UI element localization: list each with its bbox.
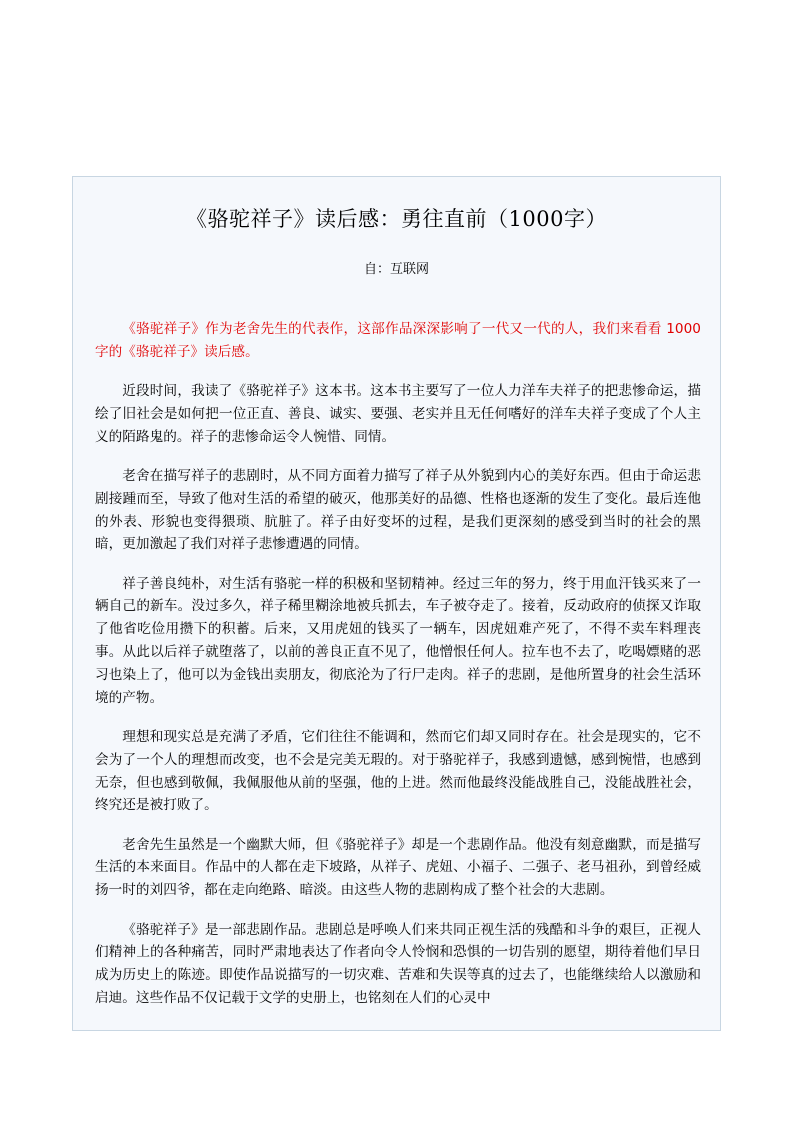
body-paragraph-4: 理想和现实总是充满了矛盾，它们往往不能调和，然而它们却又同时存在。社会是现实的，它不会为了一个人的理想而改变，也不会是完美无瑕的。对于骆驼祥子，我感到遗憾，感到惋惜，也感到无奈，但也感到敬佩，我佩服他从前的坚强，他的上进。然而他最终没能战胜自己，没能战胜社会，终究还是被打败了。 (95, 728, 701, 814)
body-paragraph-2: 老舍在描写祥子的悲剧时，从不同方面着力描写了祥子从外貌到内心的美好东西。但由于命运悲剧接踵而至，导致了他对生活的希望的破灭，他那美好的品德、性格也逐渐的发生了变化。最后连他的外表、形貌也变得猥琐、肮脏了。祥子由好变坏的过程，是我们更深刻的感受到当时的社会的黑暗，更加激起了我们对祥子悲惨遭遇的同情。 (95, 467, 701, 553)
body-paragraph-5: 老舍先生虽然是一个幽默大师，但《骆驼祥子》却是一个悲剧作品。他没有刻意幽默，而是描写生活的本来面目。作品中的人都在走下坡路，从祥子、虎妞、小福子、二强子、老马祖孙，到曾经威扬一时的刘四爷，都在走向绝路、暗淡。由这些人物的悲剧构成了整个社会的大悲剧。 (95, 836, 701, 899)
article-body (95, 318, 701, 1026)
intro-paragraph: 《骆驼祥子》作为老舍先生的代表作，这部作品深深影响了一代又一代的人，我们来看看 1000 字的《骆驼祥子》读后感。 (95, 321, 701, 360)
article-source: 自：互联网 (363, 262, 429, 277)
body-paragraph-3: 祥子善良纯朴，对生活有骆驼一样的积极和坚韧精神。经过三年的努力，终于用血汗钱买来了一辆自己的新车。没过多久，祥子稀里糊涂地被兵抓去，车子被夺走了。接着，反动政府的侦探又诈取了他省吃俭用攒下的积蓄。后来，又用虎妞的钱买了一辆车，因虎妞难产死了，不得不卖车料理丧事。从此以后祥子就堕落了，以前的善良正直不见了，他憎恨任何人。拉车也不去了，吃喝嫖赌的恶习也染上了，他可以为金钱出卖朋友，彻底沦为了行尸走肉。祥子的悲剧，是他所置身的社会生活环境的产物。 (95, 575, 701, 706)
body-paragraph-6: 《骆驼祥子》是一部悲剧作品。悲剧总是呼唤人们来共同正视生活的残酷和斗争的艰巨，正视人们精神上的各种痛苦，同时严肃地表达了作者向令人怜悯和恐惧的一切告别的愿望，期待着他们早日成为历史上的陈迹。即使作品说描写的一切灾难、苦难和失误等真的过去了，也能继续给人以激励和启迪。这些作品不仅记载于文学的史册上，也铭刻在人们的心灵中 (95, 921, 701, 1006)
article-title: 《骆驼祥子》读后感：勇往直前（1000字） (186, 207, 607, 231)
body-paragraph-1: 近段时间，我读了《骆驼祥子》这本书。这本书主要写了一位人力洋车夫祥子的把悲惨命运，描绘了旧社会是如何把一位正直、善良、诚实、要强、老实并且无任何嗜好的洋车夫祥子变成了个人主义的陌路鬼的。祥子的悲惨命运令人惋惜、同情。 (95, 383, 701, 445)
article-container (72, 176, 721, 1031)
